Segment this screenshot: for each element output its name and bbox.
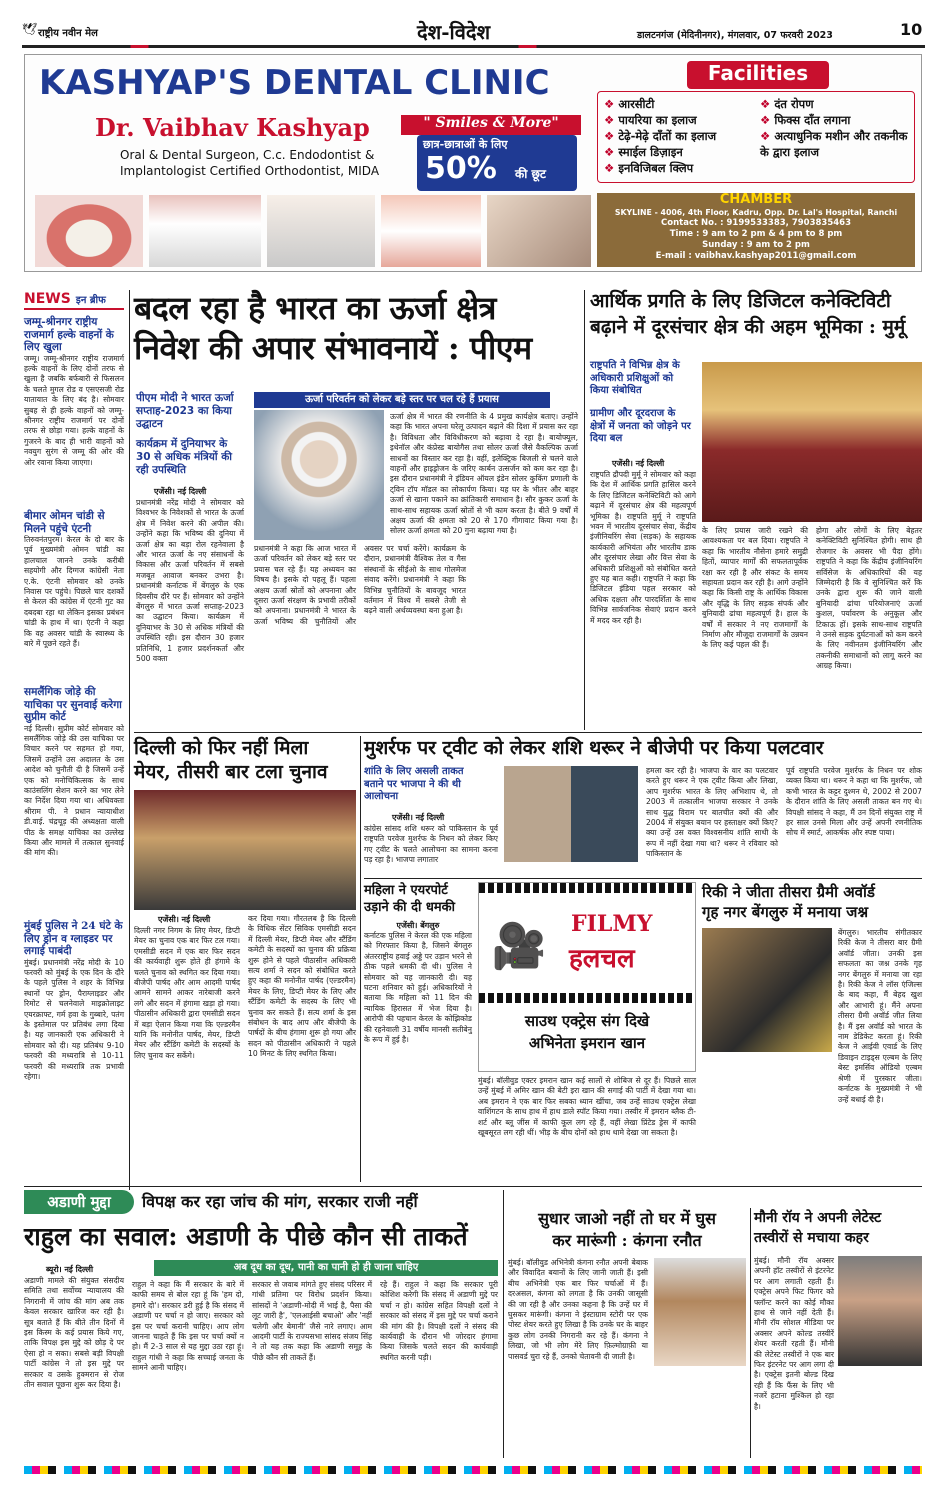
ricky-kej-photo (702, 928, 832, 1052)
patient-photo (487, 195, 591, 267)
mcd-house-photo (134, 790, 356, 910)
filmy-body: मुंबई। बॉलीवुड एक्टर इमरान खान कई सालों से शोबिज से दूर हैं। पिछले साल उन्हें मुंबई में अमिर खान की बेटी इरा खान की सगाई की पार्टी में देखा गया था। अब इमरान ने एक बार फिर सबका ध्यान खींचा, जब उन्हें साउथ एक्ट्रेस लेखा वाशिंगटन के साथ हाथ में हाथ डाले स्पॉट किया गया। तस्वीर में इमरान ब्लैक टी-शर्ट और ब्लू जींस में काफी कूल लग रहे हैं, वहीं लेखा प्रिंटेड ड्रेस में काफी खूबसूरत लग रही थीं। भीड़ के बीच दोनों को हाथ थामे देखा जा सकता है। (478, 1076, 696, 1138)
energy-subhead-1: पीएम मोदी ने भारत ऊर्जा सप्ताह-2023 का किया उद्घाटन (136, 392, 234, 430)
tharoor-subhead: शांति के लिए असली ताकत बताने पर भाजपा ने की थी आलोचना (364, 766, 464, 802)
adani-subhead: विपक्ष कर रहा जांच की मांग, सरकार राजी नहीं (142, 1192, 418, 1211)
story-grammy (702, 882, 922, 1182)
film-strip-bottom (479, 993, 695, 1003)
facility-item: ❖ आरसीटी (604, 96, 716, 112)
pm-modi-photo (254, 410, 384, 540)
dental-clinic-ad (24, 54, 922, 272)
tharoor-byline: एजेंसी। नई दिल्ली (392, 813, 445, 822)
color-registration-strip (24, 1466, 922, 1474)
adani-byline: ब्यूरो। नई दिल्ली (46, 1265, 94, 1274)
chamber-line: Time : 9 am to 2 pm & 4 pm to 8 pm (669, 229, 843, 239)
energy-col-1: प्रधानमंत्री नरेंद्र मोदी ने सोमवार को विश्वभर के निवेशकों से भारत के ऊर्जा क्षेत्र में निवेश करने की अपील की। उन्होंने कहा कि भविष्य की दुनिया में ऊर्जा क्षेत्र का बड़ा रोल रहनेवाला है और भारत ऊर्जा के नए संसाधनों के विकास और ऊर्जा परिवर्तन में सबसे मजबूत आवाज बनकर उभरा है। प्रधानमंत्री कर्नाटक में बेंगलुरु के एक दिवसीय दौरे पर हैं। सोमवार को उन्होंने बेंगलुरु में भारत ऊर्जा सप्ताह-2023 का उद्घाटन किया। कार्यक्रम में दुनियाभर के 30 से अधिक मंत्रियों की उपस्थिति रही। इस दौरान 30 हजार प्रतिनिधि, 1 हजार प्रदर्शनकर्ता और 500 वक्ता (136, 498, 244, 664)
chamber-line: Contact No. : 9199533383, 7903835463 (661, 218, 851, 228)
brief-title: बीमार ओमन चांडी से मिलने पहुंचे एंटनी (24, 510, 105, 535)
doctor-name: Dr. Vaibhav Kashyap (95, 113, 370, 142)
column-rule (750, 1208, 751, 1458)
section-title: देश-विदेश (417, 20, 491, 44)
brief-item (24, 510, 124, 680)
news-brief-label (24, 288, 124, 310)
news-label: NEWS (24, 291, 71, 307)
facilities-box (597, 91, 915, 183)
delhi-headline-1: दिल्ली को फिर नहीं मिला (134, 737, 309, 759)
masthead-rule (22, 45, 925, 48)
brief-item (24, 686, 124, 912)
tharoor-headline: मुशर्रफ पर ट्वीट को लेकर शशि थरूर ने बीजेपी पर किया पलटवार (364, 737, 824, 759)
delhi-headline-2: मेयर, तीसरी बार टला चुनाव (134, 761, 328, 783)
grammy-body-cont (702, 1056, 922, 1180)
energy-col-2: प्रधानमंत्री ने कहा कि आज भारत में ऊर्जा परिवर्तन को लेकर बड़े स्तर पर प्रयास चल रहे हैं। यह अध्ययन का विषय है। इसके दो पहलू हैं। पहला अक्षय ऊर्जा स्रोतों को अपनाना और दूसरा ऊर्जा संरक्षण के प्रभावी तरीकों को अपनाना। प्रधानमंत्री ने भारत के ऊर्जा भविष्य की चुनौतियों और अवसर पर चर्चा करेंगे। कार्यक्रम के दौरान, प्रधानमंत्री वैश्विक तेल व गैस संस्थानों के सीईओ के साथ गोलमेज संवाद करेंगे। प्रधानमंत्री ने कहा कि विभिन्न चुनौतियों के बावजूद भारत वर्तमान में विश्व में सबसे तेजी से बढ़ने वाली अर्थव्यवस्था बना हुआ है। (254, 544, 466, 626)
newspaper-logo: राष्ट्रीय नवीन मेल (38, 28, 98, 39)
story-kangana (508, 1208, 746, 1458)
adani-col-4: रहे हैं। राहुल ने कहा कि सरकार पूरी कोशिश करेगी कि संसद में अडाणी मुद्दे पर चर्चा न हो। कांग्रेस सहित विपक्षी दलों ने सरकार को संसद में इस मुद्दे पर चर्चा कराने की मांग की है। विपक्षी दलों ने संसद की कार्यवाही के दौरान भी जोरदार हंगामा किया जिसके चलते सदन की कार्यवाही स्थगित करनी पड़ी। (380, 1280, 498, 1362)
tharoor-musharraf-photo (504, 766, 638, 862)
kangana-photo (654, 1258, 746, 1366)
digital-subhead-1: राष्ट्रपति ने विभिन्न क्षेत्र के अधिकारी प्रशिक्षुओं को किया संबोधित (590, 360, 680, 396)
brief-label: इन ब्रीफ (75, 295, 106, 306)
facility-item: ❖ फिक्स दाँत लगाना (760, 112, 910, 128)
offer-line: छात्र-छात्राओं के लिए (423, 138, 508, 151)
brief-title: मुंबई पुलिस ने 24 घंटे के लिए ड्रोन व ग्लाइडर पर लगाई पाबंदी (24, 920, 123, 957)
brief-item (24, 920, 124, 1182)
facility-item: ❖ स्माईल डिज़ाइन (604, 144, 716, 160)
tharoor-col-1: कांग्रेस सांसद शशि थरूर को पाकिस्तान के पूर्व राष्ट्रपति परवेज मुशर्रफ के निधन को लेकर किए गए ट्वीट के चलते आलोचना का सामना करना पड़ रहा है। भाजपा लगातार (364, 824, 498, 865)
dateline: डालटनगंज (मेदिनीनगर), मंगलवार, 07 फरवरी 2023 (637, 30, 833, 41)
offer-suffix: की छूट (515, 167, 546, 181)
clinic-name: KASHYAP'S DENTAL CLINIC (39, 63, 550, 103)
implant-photo (149, 195, 261, 267)
facility-item: ❖ पायरिया का इलाज (604, 112, 716, 128)
story-energy (134, 288, 580, 730)
kangana-body: मुंबई। बॉलीवुड अभिनेत्री कंगना रनौत अपनी बेबाक और विवादित बयानों के लिए जानी जाती हैं। इसी बीच अभिनेत्री एक बार फिर चर्चाओं में हैं। दरअसल, कंगना को लगता है कि उनकी जासूसी की जा रही है और उनका कहना है कि उन्हें घर में घुसकर मारूंगी। कंगना ने इंस्टाग्राम स्टोरी पर एक पोस्ट शेयर करते हुए लिखा है कि उनके घर के बाहर कुछ लोग उनकी निगरानी कर रहे हैं। कंगना ने लिखा, जो भी लोग मेरे लिए फ़िल्मोग्राफ़ी या पासवर्ड चुरा रहे हैं, उनको चेतावनी दी जाती है। (508, 1258, 648, 1361)
chamber-line: Sunday : 9 am to 2 pm (702, 240, 810, 250)
grammy-headline-1: रिकी ने जीता तीसरा ग्रैमी अवॉर्ड (702, 883, 875, 901)
bomb-body: कर्नाटक पुलिस ने केरल की एक महिला को गिरफ्तार किया है, जिसने बेंगलुरु अंतरराष्ट्रीय हवाई अड्डे पर उड़ान भरने से ठीक पहले धमकी दी थी। पुलिस ने सोमवार को यह जानकारी दी। यह घटना शनिवार को हुई। अधिकारियों ने बताया कि महिला को 11 दिन की न्यायिक हिरासत में भेज दिया है। आरोपी की पहचान केरल के कोझिकोड की रहनेवाली 31 वर्षीय मानसी सतीबेनु के रूप में हुई है। (364, 931, 472, 1045)
chamber-line: E-mail : vaibhav.kashyap2011@gmail.com (655, 251, 857, 261)
qualification-line-1: Oral & Dental Surgeon, C.c. Endodontist & (120, 148, 375, 162)
filmy-headline-2: अभिनेता इमरान खान (528, 1034, 646, 1052)
grammy-body: बेंगलुरु। भारतीय संगीतकार रिकी केज ने तीसरा बार ग्रैमी अवॉर्ड जीता। उनकी इस सफलता का जश्न उनके गृह नगर बेंगलुरु में मनाया जा रहा है। रिकी केज ने लॉस एंजिल्स के बाद कहा, मैं बेहद खुश और आभारी हूं। मैंने अपना तीसरा ग्रैमी अवॉर्ड जीत लिया है। मैं इस अवॉर्ड को भारत के नाम डेडिकेट करता हूं। रिकी केज ने आईवी एवार्ड के लिए डिवाइन टाइड्स एल्बम के लिए बेस्ट इमर्सिव ऑडियो एल्बम श्रेणी में पुरस्कार जीता। कर्नाटक के मुख्यमंत्री ने भी उन्हें बधाई दी है। (838, 928, 922, 1104)
adani-tag: अडाणी मुद्दा (24, 1190, 134, 1214)
section-rule (24, 1186, 922, 1187)
column-rule (503, 1190, 504, 1458)
digital-col-3: होगा और लोगों के लिए बेहतर कनेक्टिविटी सुनिश्चित होगी। साथ ही रोजगार के अवसर भी पैदा होंगे। राष्ट्रपति ने कहा कि केंद्रीय इंजीनियरिंग सर्विसेज के अधिकारियों की यह जिम्मेदारी है कि वे सुनिश्चित करें कि उनके द्वारा शुरू की जाने वाली बुनियादी ढांचा परियोजनाएं ऊर्जा कुशल, पर्यावरण के अनुकूल और टिकाऊ हों। इसके साथ-साथ राष्ट्रपति ने उनसे सड़क दुर्घटनाओं को कम करने के लिए नवीनतम इंजीनियरिंग और तकनीकी समाधानों को लागू करने का आग्रह किया। (816, 526, 922, 671)
energy-headline-1: बदल रहा है भारत का ऊर्जा क्षेत्र (134, 289, 496, 327)
delhi-col-2: कर दिया गया। गौरतलब है कि दिल्ली के विधिक सेंटर सिविक एमसीडी सदन में दिल्ली मेयर, डिप्टी मेयर और स्टैंडिंग कमेटी के सदस्यों का चुनाव की प्रक्रिया शुरू होने से पहले पीठासीन अधिकारी सत्य शर्मा ने सदन को संबोधित करते हुए कहा की मनोनीत पार्षद (एल्डरमैन) मेयर के लिए, डिप्टी मेयर के लिए और स्टैंडिंग कमेटी के सदस्य के लिए भी चुनाव कर सकते हैं। सत्य शर्मा के इस संबोधन के बाद आप और बीजेपी के पार्षदों के बीच हंगामा शुरू हो गया और सदन को पीठासीन अधिकारी ने पहले 10 मिनट के लिए स्थगित किया। (248, 914, 356, 1059)
facility-item: ❖ इनविजिबल क्लिप (604, 160, 716, 176)
brief-item (24, 316, 124, 502)
president-event-photo (702, 362, 922, 522)
facility-item: ❖ अत्याधुनिक मशीन और तकनीक के द्वारा इलाज (760, 128, 910, 160)
digital-byline: एजेंसी। नई दिल्ली (612, 459, 665, 468)
bomb-headline-1: महिला ने एयरपोर्ट (364, 883, 448, 898)
facilities-title: Facilities (687, 61, 829, 89)
adani-section (24, 1190, 498, 1458)
adani-col-2: राहुल ने कहा कि मैं सरकार के बारे में काफी समय से बोल रहा हूं कि 'हम दो, हमारे दो'। सरकार डरी हुई है कि संसद में अडाणी पर चर्चा न हो जाए। सरकार को इस पर चर्चा करानी चाहिए। आप लोग जानना चाहते हैं कि इस पर चर्चा क्यों न हो। मैं 2-3 साल से यह मुद्दा उठा रहा हूं। राहुल गांधी ने कहा कि सच्चाई जनता के सामने आनी चाहिए। (132, 1280, 244, 1373)
energy-subhead-2: कार्यक्रम में दुनियाभर के 30 से अधिक मंत्रियों की रही उपस्थिति (136, 438, 232, 476)
energy-byline: एजेंसी। नई दिल्ली (154, 487, 207, 496)
filmy-logo-bottom: हलचल (569, 944, 635, 974)
filmy-headline-1: साउथ एक्ट्रेस संग दिखे (524, 1012, 650, 1030)
digital-headline-2: बढ़ाने में दूरसंचार क्षेत्र की अहम भूमिका : मुर्मू (590, 316, 906, 338)
column-rule (129, 290, 130, 1190)
brief-body: जम्मू। जम्मू-श्रीनगर राष्ट्रीय राजमार्ग हल्के वाहनों के लिए दोनों तरफ से खुला है जबकि बर्फबारी से फिसलन के चलते मुगल रोड व एसएसजी रोड यातायात के लिए बंद है। सोमवार सुबह से ही हल्के वाहनों को जम्मू-श्रीनगर राष्ट्रीय राजमार्ग पर दोनों तरफ से छोड़ा गया। हल्के वाहनों के गुजरने के बाद ही भारी वाहनों को नवयुग सुरंग से जम्मू की ओर की ओर रवाना किया जाएगा। (24, 353, 124, 467)
smile-photo (381, 195, 481, 267)
column-rule (584, 290, 585, 730)
adani-col-3: सरकार से जवाब मांगते हुए संसद परिसर में गांधी प्रतिमा पर विरोध प्रदर्शन किया। सांसदों ने 'अडाणी-मोदी में भाई है, पैसा की लूट जारी है', 'एलआईसी बचाओ' और 'नहीं चलेगी और बेमानी' जैसे नारे लगाए। आम आदमी पार्टी के राज्यसभा सांसद संजय सिंह ने तो यह तक कहा कि अडाणी समूह के पीछे कौन सी ताकतें हैं। (252, 1280, 372, 1362)
bomb-byline: एजेंसी। बेंगलुरु (396, 921, 440, 930)
story-mouni (754, 1208, 922, 1458)
section-rule (364, 878, 922, 879)
brief-body: तिरुवनंतपुरम। केरल के दो बार के पूर्व मुख्यमंत्री ओमन चांडी का हालचाल जानने उनके करीबी सहयोगी और दिग्गज कांग्रेसी नेता ए.के. एंटनी सोमवार को उनके निवास पर पहुंचे। पिछले चार दशकों से केरल की कांग्रेस में एंटनी गुट का दबदबा रहा था लेकिन इसका प्रबंधन चांडी के हाथ में था। एंटनी ने कहा कि वह अवसर चांडी के स्वास्थ्य के बारे में पूछने रहते हैं। (24, 535, 124, 649)
news-in-brief (24, 288, 124, 1188)
brief-body: मुंबई। प्रधानमंत्री नरेंद्र मोदी के 10 फरवरी को मुंबई के एक दिन के दौरे के पहले पुलिस ने शहर के विभिन्न स्थानों पर ड्रोन, पैराग्लाइडर और रिमोट से चलनेवाले माइक्रोलाइट एयरक्राफ्ट, गर्म हवा के गुब्बारे, पतंग के इस्तेमाल पर प्रतिबंध लगा दिया है। यह जानकारी एक अधिकारी ने सोमवार को दी। यह प्रतिबंध 9-10 फरवरी की मध्यरात्रि से 10-11 फरवरी की मध्यरात्रि तक प्रभावी रहेगा। (24, 957, 124, 1081)
energy-headline-2: निवेश की अपार संभावनायें : पीएम (134, 329, 532, 367)
section-rule (134, 732, 922, 733)
mouni-headline-2: तस्वीरों से मचाया कहर (754, 1230, 869, 1246)
offer-percent: 50% (425, 151, 497, 186)
student-offer (417, 135, 577, 191)
dentures-photo (35, 195, 143, 267)
digital-subhead-2: ग्रामीण और दूरदराज के क्षेत्रों में जनता को जोड़ने पर दिया बल (590, 408, 691, 444)
brief-title: जम्मू-श्रीनगर राष्ट्रीय राजमार्ग हल्के वाहनों के लिए खुला (24, 316, 114, 353)
kangana-headline-1: सुधार जाओ नहीं तो घर में घुस (538, 1209, 716, 1228)
story-airport-threat (364, 882, 472, 1072)
facility-item: ❖ टेढ़े-मेढ़े दाँतों का इलाज (604, 128, 716, 144)
bomb-headline-2: उड़ाने की दी धमकी (364, 900, 455, 915)
brief-body: नई दिल्ली। सुप्रीम कोर्ट सोमवार को समलैंगिक जोड़े की उस याचिका पर विचार करने पर सहमत हो गया, जिसमें उन्होंने उस अदालत के उस आदेश को चुनौती दी है जिसमें उन्हें एक को मनोचिकित्सक के साथ काउंसलिंग सेशन करने का भार लेने का निर्देश दिया गया था। अधिवक्ता श्रीराम पी. ने प्रधान न्यायाधीश डी.वाई. चंद्रचूड़ की अध्यक्षता वाली पीठ के समक्ष याचिका का उल्लेख किया और मामले में तत्काल सुनवाई की मांग की। (24, 723, 124, 858)
grammy-headline-2: गृह नगर बेंगलुरु में मनाया जश्न (702, 903, 869, 921)
mouni-photo (838, 1256, 922, 1366)
adani-col-1: अडाणी मामले की संयुक्त संसदीय समिति तथा सर्वोच्च न्यायालय की निगरानी में जांच की मांग अब तक केवल सरकार खारिज कर रही है। सूत्र बताते हैं कि बीते तीन दिनों में इस किस्म के कई प्रयास किये गए, ताकि विपक्ष इस मुद्दे को छोड़ दे पर ऐसा हो न सका। सबसे बड़ी विपक्षी पार्टी कांग्रेस ने तो इस मुद्दे पर सरकार व उसके हुक्मरान से रोज तीन सवाल पूछना शुरू कर दिया है। (24, 1276, 124, 1390)
tharoor-col-2: हमला कर रही है। भाजपा के वार का पलटवार करते हुए थरूर ने एक ट्वीट किया और लिखा, आप मुशर्रफ भारत के लिए अभिशाप थे, तो 2003 में तत्कालीन भाजपा सरकार ने उनके साथ युद्ध विराम पर बातचीत क्यों की और 2004 में संयुक्त बयान पर हस्ताक्षर क्यों किए? क्या उन्हें उस वक्त विश्वसनीय शांति साथी के रूप में नहीं देखा गया था? थरूर ने रविवार को पाकिस्तान के (646, 766, 778, 859)
filmy-halchal (478, 882, 696, 1072)
adani-headline: राहुल का सवाल: अडाणी के पीछे कौन सी ताकतें (24, 1222, 468, 1251)
digital-col-2: के लिए प्रयास जारी रखने की आवश्यकता पर बल दिया। राष्ट्रपति ने कहा कि भारतीय नौसेना हमारे समुद्री हितों, व्यापार मार्गों की सफलतापूर्वक रक्षा कर रही है और संकट के समय सहायता प्रदान कर रही है। आगे उन्होंने कहा कि किसी राष्ट्र के आर्थिक विकास और वृद्धि के लिए सड़क संपर्क और बुनियादी ढांचा महत्वपूर्ण है। हाल के वर्षों में सरकार ने नए राजमार्गों के निर्माण और मौजूदा राजमार्गों के उन्नयन के लिए कई पहल की हैं। (702, 526, 808, 650)
ad-tagline: " Smiles & More" (401, 115, 581, 135)
masthead (22, 18, 925, 48)
teeth-photo-strip (35, 195, 591, 267)
film-strip-top (479, 883, 695, 893)
story-tharoor (364, 736, 922, 876)
mouni-body: मुंबई। मौनी रॉय अक्सर अपनी हॉट तस्वीरों से इंटरनेट पर आग लगाती रहती हैं। एक्ट्रेस अपने फिट फिगर को फ्लॉन्ट करने का कोई मौका हाथ से जाने नहीं देती हैं। मौनी रॉय सोशल मीडिया पर अक्सर अपने कोल्ड तस्वीरें शेयर करती रहती हैं। मौनी की लेटेस्ट तस्वीरों ने एक बार फिर इंटरनेट पर आग लगा दी है। एक्ट्रेस इतनी बोल्ड दिख रही हैं कि फैंस के लिए भी नजरें हटाना मुश्किल हो रहा है। (754, 1256, 834, 1411)
bird-logo-icon: 🕊 (22, 22, 38, 36)
page-number: 10 (900, 20, 923, 39)
chamber-title: CHAMBER (719, 192, 793, 207)
delhi-col-1: दिल्ली नगर निगम के लिए मेयर, डिप्टी मेयर का चुनाव एक बार फिर टल गया। एमसीडी सदन में एक बार फिर सदन की कार्यवाही शुरू होते ही हंगामे के चलते चुनाव को स्थगित कर दिया गया। बीजेपी पार्षद और आम आदमी पार्षद आमने सामने आकर नारेबाजी करने लगे और सदन में हंगामा खड़ा हो गया। पीठासीन अधिकारी द्वारा एमसीडी सदन में बड़ा ऐलान किया गया कि एल्डरमैन यानि कि मनोनीत पार्षद, मेयर, डिप्टी मेयर और स्टैंडिंग कमेटी के सदस्यों के लिए चुनाव कर सकेंगे। (134, 926, 240, 1060)
delhi-byline: एजेंसी। नई दिल्ली (158, 915, 211, 924)
brief-title: समलैंगिक जोड़े की याचिका पर सुनवाई करेगा सुप्रीम कोर्ट (24, 686, 122, 723)
chamber-box (597, 193, 915, 267)
facility-item: ❖ दंत रोपण (760, 96, 910, 112)
mouni-headline-1: मौनी रॉय ने अपनी लेटेस्ट (754, 1210, 882, 1226)
story-delhi-mayor (134, 736, 356, 1182)
column-rule (360, 736, 361, 1182)
energy-banner: ऊर्जा परिवर्तन को लेकर बड़े स्तर पर चल रहे हैं प्रयास (254, 392, 550, 408)
filmy-logo-top: FILMY (571, 911, 653, 937)
adani-banner: अब दूध का दूध, पानी का पानी हो ही जाना चाहिए (154, 1260, 498, 1276)
digital-headline-1: आर्थिक प्रगति के लिए डिजिटल कनेक्टिविटी (590, 290, 891, 312)
qualification-line-2: Implantologist Certified Orthodontist, MIDA (120, 164, 380, 178)
braces-photo (267, 195, 375, 267)
story-digital (590, 288, 922, 730)
digital-col-1: राष्ट्रपति द्रौपदी मुर्मू ने सोमवार को कहा कि देश में आर्थिक प्रगति हासिल करने के लिए डिजिटल कनेक्टिविटी को आगे बढ़ाने में दूरसंचार क्षेत्र की महत्वपूर्ण भूमिका है। राष्ट्रपति मुर्मू ने राष्ट्रपति भवन में भारतीय दूरसंचार सेवा, केंद्रीय इंजीनियरिंग सेवा (सड़क) के सहायक कार्यकारी अभियंता और भारतीय डाक और दूरसंचार लेखा और वित्त सेवा के अधिकारी प्रशिक्षुओं को संबोधित करते हुए यह बात कही। राष्ट्रपति ने कहा कि डिजिटल इंडिया पहल सरकार को अधिक दक्षता और पारदर्शिता के साथ विभिन्न सार्वजनिक सेवाएं प्रदान करने में मदद कर रही है। (590, 470, 696, 625)
kangana-headline-2: कर मारूंगी : कंगना रनौत (552, 1231, 702, 1250)
film-camera-icon: 🎥 (491, 921, 547, 972)
energy-col-3: ऊर्जा क्षेत्र में भारत की रणनीति के 4 प्रमुख कार्यक्षेत्र बताए। उन्होंने कहा कि भारत अपना घरेलू उत्पादन बढ़ाने की दिशा में प्रयास कर रहा है। विविधता और विविधीकरण को बढ़ावा दे रहा है। बायोफ्यूल, इथेनॉल और कंप्रेस्ड बायोगैस तथा सोलर ऊर्जा जैसे वैकल्पिक ऊर्जा साधनों का विस्तार कर रहा है। वहीं, इलेक्ट्रिक बिजली से चलने वाले वाहनों और हाइड्रोजन के जरिए कार्बन उत्सर्जन को कम कर रहा है। इस दौरान प्रधानमंत्री ने इंडियन ऑयल इंडेन सोलर कुकिंग प्रणाली के ट्विन टॉप मॉडल का लोकार्पण किया। यह घर के भीतर और बाहर ऊर्जा से खाना पकाने का क्रांतिकारी समाधान है। सौर कुकर ऊर्जा के साथ-साथ सहायक ऊर्जा स्रोतों से भी काम करता है। बीते 9 वर्षों में अक्षय ऊर्जा की क्षमता को 20 से 170 गीगावाट किया गया है। सोलर ऊर्जा क्षमता को 20 गुना बढ़ाया गया है। (390, 412, 578, 536)
chamber-line: SKYLINE - 4006, 4th Floor, Kadru, Opp. Dr. Lal's Hospital, Ranchi (614, 208, 898, 217)
tharoor-col-3: पूर्व राष्ट्रपति परवेज मुशर्रफ के निधन पर शोक व्यक्त किया था। थरूर ने कहा था कि मुशर्रफ, जो कभी भारत के कट्टर दुश्मन थे, 2002 से 2007 के दौरान शांति के लिए असली ताकत बन गए थे। विपक्षी सांसद ने कहा, मैं उन दिनों संयुक्त राष्ट्र में हर साल उनसे मिला और उन्हें अपनी रणनीतिक सोच में स्मार्ट, आकर्षक और स्पष्ट पाया। (786, 766, 922, 838)
